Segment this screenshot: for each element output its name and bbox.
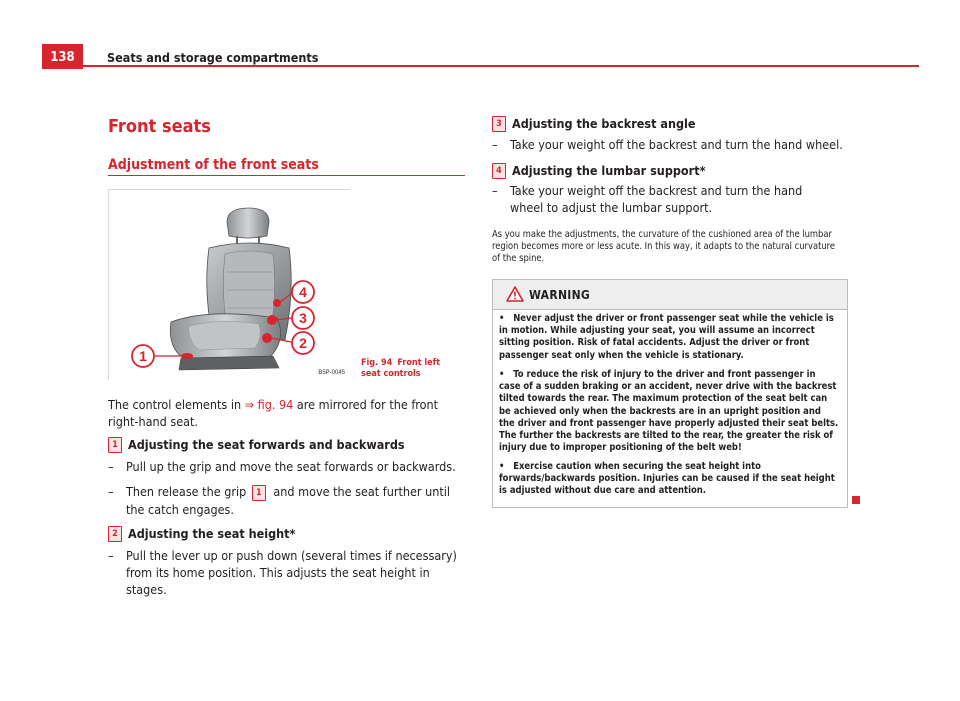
dash: –: [108, 548, 114, 563]
step-badge-2: 2: [108, 526, 122, 542]
warning-item: [499, 313, 839, 362]
step-item: [108, 483, 460, 518]
step-item: [108, 547, 460, 598]
lumbar-note: As you make the adjustments, the curvature of the cushioned area of the lumbar region becomes more or less acute. In this way, it adapts to the natural curvature of the spine.: [492, 229, 836, 264]
step-item-text-before: Then release the grip: [126, 484, 250, 499]
svg-text:3: 3: [299, 310, 307, 326]
seat-base-shape: [179, 356, 279, 370]
figure-caption-label: Fig. 94: [361, 358, 393, 368]
callout-3: [292, 307, 314, 329]
dash: –: [108, 484, 114, 499]
warning-item-text: Exercise caution when securing the seat height into forwards/backwards position. Injuries can be caused if the seat height is adjusted without due care and attention.: [499, 461, 835, 497]
step-heading-text-3: Adjusting the backrest angle: [512, 116, 696, 131]
svg-text:4: 4: [299, 284, 307, 300]
step-item-text: Take your weight off the backrest and turn the hand wheel to adjust the lumbar support.: [510, 183, 803, 215]
step-heading-1: [108, 437, 405, 453]
bullet: •: [499, 369, 505, 380]
figure-caption: [361, 358, 461, 380]
step-item-text: [126, 483, 460, 518]
warning-item: [499, 369, 839, 454]
dash: –: [492, 183, 498, 198]
figure-code: B5P-0045: [318, 370, 345, 376]
bullet: •: [499, 461, 505, 472]
warning-header: [493, 280, 847, 310]
step-heading-3: [492, 116, 696, 132]
headrest-shape: [227, 208, 269, 238]
seat-illustration: [109, 190, 350, 380]
step-item-text: Take your weight off the backrest and turn the hand wheel.: [510, 137, 843, 152]
intro-text-end: are mirrored for the front right-hand seat.: [108, 397, 439, 429]
svg-text:2: 2: [299, 335, 307, 351]
bullet: •: [499, 313, 505, 324]
step-item: [492, 182, 832, 216]
step-heading-text-2: Adjusting the seat height*: [128, 526, 296, 541]
page-number-text: 138: [50, 50, 75, 65]
subsection-rule: [108, 175, 465, 176]
warning-item: [499, 461, 839, 498]
step-heading-text-1: Adjusting the seat forwards and backwards: [128, 437, 405, 452]
seat-figure: [108, 189, 350, 380]
svg-text:1: 1: [139, 348, 147, 364]
step-item: [492, 136, 844, 153]
intro-text-start: The control elements in: [108, 397, 245, 412]
step-heading-text-4: Adjusting the lumbar support*: [512, 163, 706, 178]
inline-badge: 1: [252, 485, 266, 501]
warning-item-text: To reduce the risk of injury to the driver and front passenger in case of a sudden braking or an accident, never drive with the backrest tilted towards the rear. The maximum protection of the seat belt can be achieved only when the backrests are in an upright position and the driver and front passenger have properly adjusted their seat belts. The further the backrests are tilted to the rear, the greater the risk of injury due to improper positioning of the belt web!: [499, 369, 839, 454]
step-heading-2: [108, 526, 295, 542]
step-item-text: Pull up the grip and move the seat forwards or backwards.: [126, 459, 456, 474]
step-badge-3: 3: [492, 116, 506, 132]
callout-4: [292, 281, 314, 303]
dash: –: [108, 459, 114, 474]
header-rule: [83, 65, 919, 67]
step-badge-1: 1: [108, 437, 122, 453]
step-badge-4: 4: [492, 163, 506, 179]
step-item-text-after: and move the seat further until the catch engages.: [126, 484, 451, 517]
step-item: [108, 458, 460, 475]
callout-2: [292, 332, 314, 354]
page-number: [42, 44, 83, 69]
step-item-text: Pull the lever up or push down (several times if necessary) from its home position. This adjusts the seat height in stages.: [126, 548, 457, 597]
section-title: Front seats: [108, 116, 211, 137]
dash: –: [492, 137, 498, 152]
step-heading-4: [492, 163, 705, 179]
subsection-title: Adjustment of the front seats: [108, 157, 319, 173]
running-title: Seats and storage compartments: [107, 50, 319, 65]
figure-link[interactable]: ⇒ fig. 94: [244, 397, 294, 412]
end-of-section-mark: [852, 496, 860, 504]
intro-paragraph: [108, 396, 458, 430]
warning-title: WARNING: [529, 288, 591, 302]
warning-item-text: Never adjust the driver or front passenger seat while the vehicle is in motion. While adjusting your seat, you will assume an incorrect sitting position. Risk of fatal accidents. Adjust the driver or front passenger seat only when the vehicle is stationary.: [499, 313, 834, 361]
warning-box: [492, 279, 848, 508]
callout-1: [132, 345, 154, 367]
warning-triangle-icon: [506, 286, 524, 302]
figure-caption-text: Front left seat controls: [361, 358, 441, 379]
